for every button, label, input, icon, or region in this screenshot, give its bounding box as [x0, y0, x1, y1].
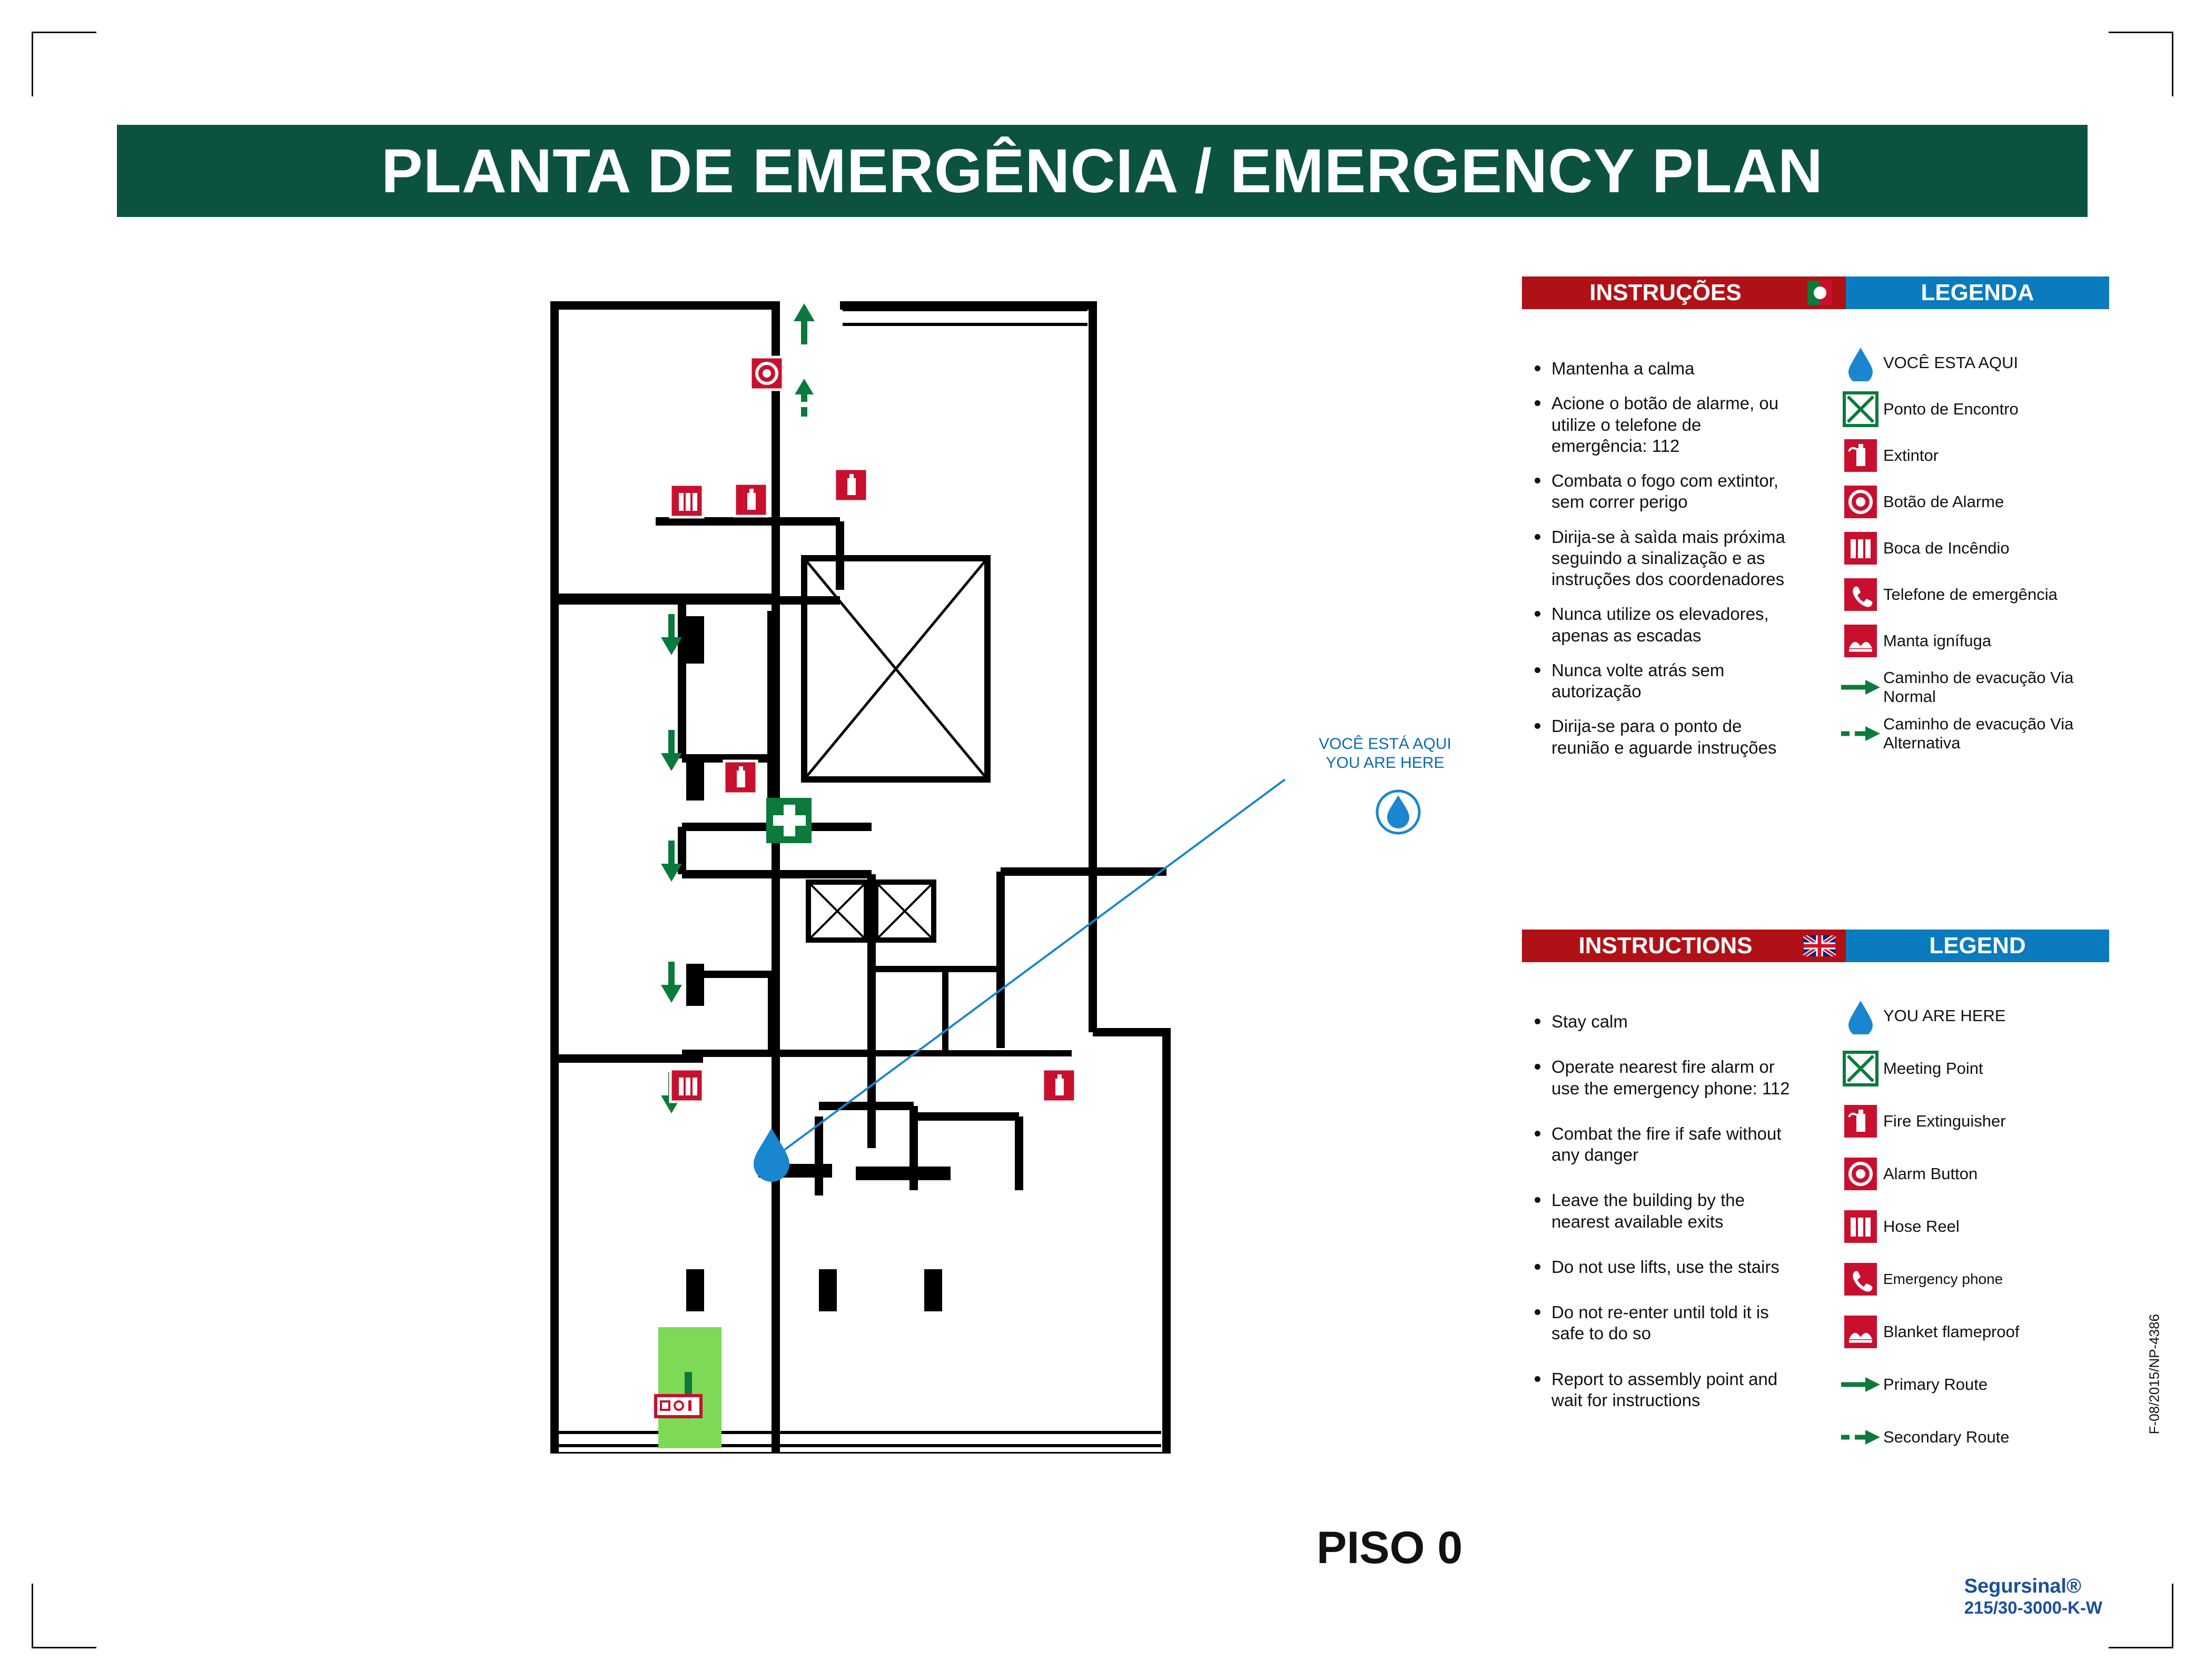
crop-mark-top-left	[32, 32, 96, 96]
hose-reel-icon	[1838, 528, 1883, 569]
page-title: PLANTA DE EMERGÊNCIA / EMERGENCY PLAN	[381, 136, 1824, 206]
legend-label: Fire Extinguisher	[1883, 1112, 2006, 1131]
alarm-button-icon	[1838, 1153, 1883, 1194]
legend-item-secondary-route	[1838, 713, 2122, 754]
list-item: Do not re-enter until told it is safe to do so	[1527, 1302, 1801, 1345]
legend-label: Caminho de evacução Via Normal	[1883, 668, 2074, 706]
legend-label: Telefone de emergência	[1883, 585, 2058, 604]
legend-label: Alarm Button	[1883, 1164, 1978, 1183]
legend-label: Emergency phone	[1883, 1270, 2003, 1287]
you-are-here-plan-marker	[754, 1128, 789, 1182]
list-item: Nunca utilize os elevadores, apenas as escadas	[1527, 604, 1801, 646]
emergency-phone-icon	[1838, 1259, 1883, 1300]
list-item: Do not use lifts, use the stairs	[1527, 1257, 1801, 1278]
uk-flag-icon	[1791, 930, 1848, 962]
list-item: Mantenha a calma	[1527, 358, 1801, 379]
legend-item-hose-reel	[1838, 528, 2122, 569]
legend-item-you-are-here	[1838, 342, 2122, 383]
floor-plan-drawing	[545, 295, 1201, 1454]
legend-item-alarm-button	[1838, 1153, 2122, 1194]
list-item: Dirija-se à saìda mais próxima seguindo a sinalização e as instruções dos coordenadores	[1527, 527, 1801, 590]
fire-blanket-icon	[1838, 1311, 1883, 1352]
primary-route-arrow-icon	[1838, 1364, 1883, 1405]
primary-route-arrow-icon	[1838, 667, 1883, 708]
secondary-route-arrow-icon	[1838, 713, 1883, 754]
hose-reel-icon	[1838, 1206, 1883, 1247]
list-item: Dirija-se para o ponto de reunião e aguarde instruções	[1527, 716, 1801, 758]
floor-plan	[545, 295, 1201, 1454]
list-item: Report to assembly point and wait for instructions	[1527, 1369, 1801, 1411]
legend-item-emergency-phone	[1838, 574, 2122, 615]
list-item: Nunca volte atrás sem autorização	[1527, 660, 1801, 703]
first-aid-icon	[766, 798, 812, 843]
pt-instructions-header: INSTRUÇÕES	[1522, 276, 1809, 309]
legend-item-emergency-phone	[1838, 1259, 2122, 1300]
legend-item-fire-blanket	[1838, 1311, 2122, 1352]
list-item: Combat the fire if safe without any danger	[1527, 1123, 1801, 1166]
meeting-point-icon	[1838, 1048, 1883, 1089]
you-are-here-callout-icon	[1369, 779, 1427, 843]
legend-item-primary-route	[1838, 667, 2122, 708]
meeting-point-icon	[1838, 389, 1883, 430]
legend-label: Primary Route	[1883, 1375, 1988, 1394]
legend-label: YOU ARE HERE	[1883, 1006, 2006, 1025]
you-are-here-drop-icon	[1838, 995, 1883, 1036]
brand-name: Segursinal®	[1964, 1575, 2081, 1597]
pt-legend-header: LEGENDA	[1846, 276, 2109, 309]
legend-item-secondary-route	[1838, 1417, 2122, 1458]
brand-code: 215/30-3000-K-W	[1964, 1598, 2102, 1617]
emergency-phone-icon	[1838, 574, 1883, 615]
alarm-button-icon	[1838, 481, 1883, 522]
pt-flag-icon	[1791, 276, 1848, 309]
page-title-banner	[117, 125, 2088, 217]
legend-label: Botão de Alarme	[1883, 492, 2004, 511]
secondary-route-arrow-icon	[1838, 1417, 1883, 1458]
list-item: Acione o botão de alarme, ou utilize o telefone de emergência: 112	[1527, 393, 1801, 457]
legend-item-meeting-point	[1838, 389, 2122, 430]
floor-label: PISO 0	[1317, 1523, 1463, 1573]
you-are-here-drop-icon	[1838, 342, 1883, 383]
crop-mark-top-right	[2109, 32, 2173, 96]
legend-label: Caminho de evacução Via Alternativa	[1883, 715, 2074, 752]
list-item: Operate nearest fire alarm or use the emergency phone: 112	[1527, 1056, 1801, 1099]
legend-item-alarm-button	[1838, 481, 2122, 522]
legend-label: Manta ignífuga	[1883, 631, 1992, 650]
fire-extinguisher-icon	[1838, 435, 1883, 476]
legend-label: Boca de Incêndio	[1883, 539, 2010, 558]
list-item: Stay calm	[1527, 1011, 1801, 1032]
legend-item-primary-route	[1838, 1364, 2122, 1405]
crop-mark-bottom-right	[2109, 1584, 2173, 1648]
legend-label: Hose Reel	[1883, 1217, 1960, 1236]
en-legend-list	[1838, 995, 2122, 1463]
legend-item-you-are-here	[1838, 995, 2122, 1036]
legend-item-meeting-point	[1838, 1048, 2122, 1089]
legend-item-extinguisher	[1838, 435, 2122, 476]
legend-label: Extintor	[1883, 446, 1939, 465]
legend-item-fire-blanket	[1838, 620, 2122, 661]
legend-label: Meeting Point	[1883, 1059, 1983, 1078]
legend-label: Secondary Route	[1883, 1428, 2010, 1447]
legend-label: Ponto de Encontro	[1883, 400, 2019, 419]
you-are-here-callout: VOCÊ ESTÁ AQUI YOU ARE HERE	[1319, 735, 1451, 772]
pt-legend-list	[1838, 342, 2122, 759]
en-legend-header: LEGEND	[1846, 930, 2109, 962]
pt-instructions-list	[1527, 358, 1801, 772]
reference-code: F-08/2015/NP-4386	[2146, 1314, 2162, 1435]
list-item: Combata o fogo com extintor, sem correr perigo	[1527, 470, 1801, 513]
en-instructions-header: INSTRUCTIONS	[1522, 930, 1809, 962]
legend-item-hose-reel	[1838, 1206, 2122, 1247]
legend-label: VOCÊ ESTA AQUI	[1883, 353, 2019, 372]
legend-item-extinguisher	[1838, 1101, 2122, 1142]
en-instructions-list	[1527, 1011, 1801, 1425]
legend-label: Blanket flameproof	[1883, 1322, 2020, 1341]
fire-extinguisher-icon	[1838, 1101, 1883, 1142]
crop-mark-bottom-left	[32, 1584, 96, 1648]
brand-block	[1964, 1575, 2102, 1618]
list-item: Leave the building by the nearest available exits	[1527, 1190, 1801, 1232]
fire-blanket-icon	[1838, 620, 1883, 661]
